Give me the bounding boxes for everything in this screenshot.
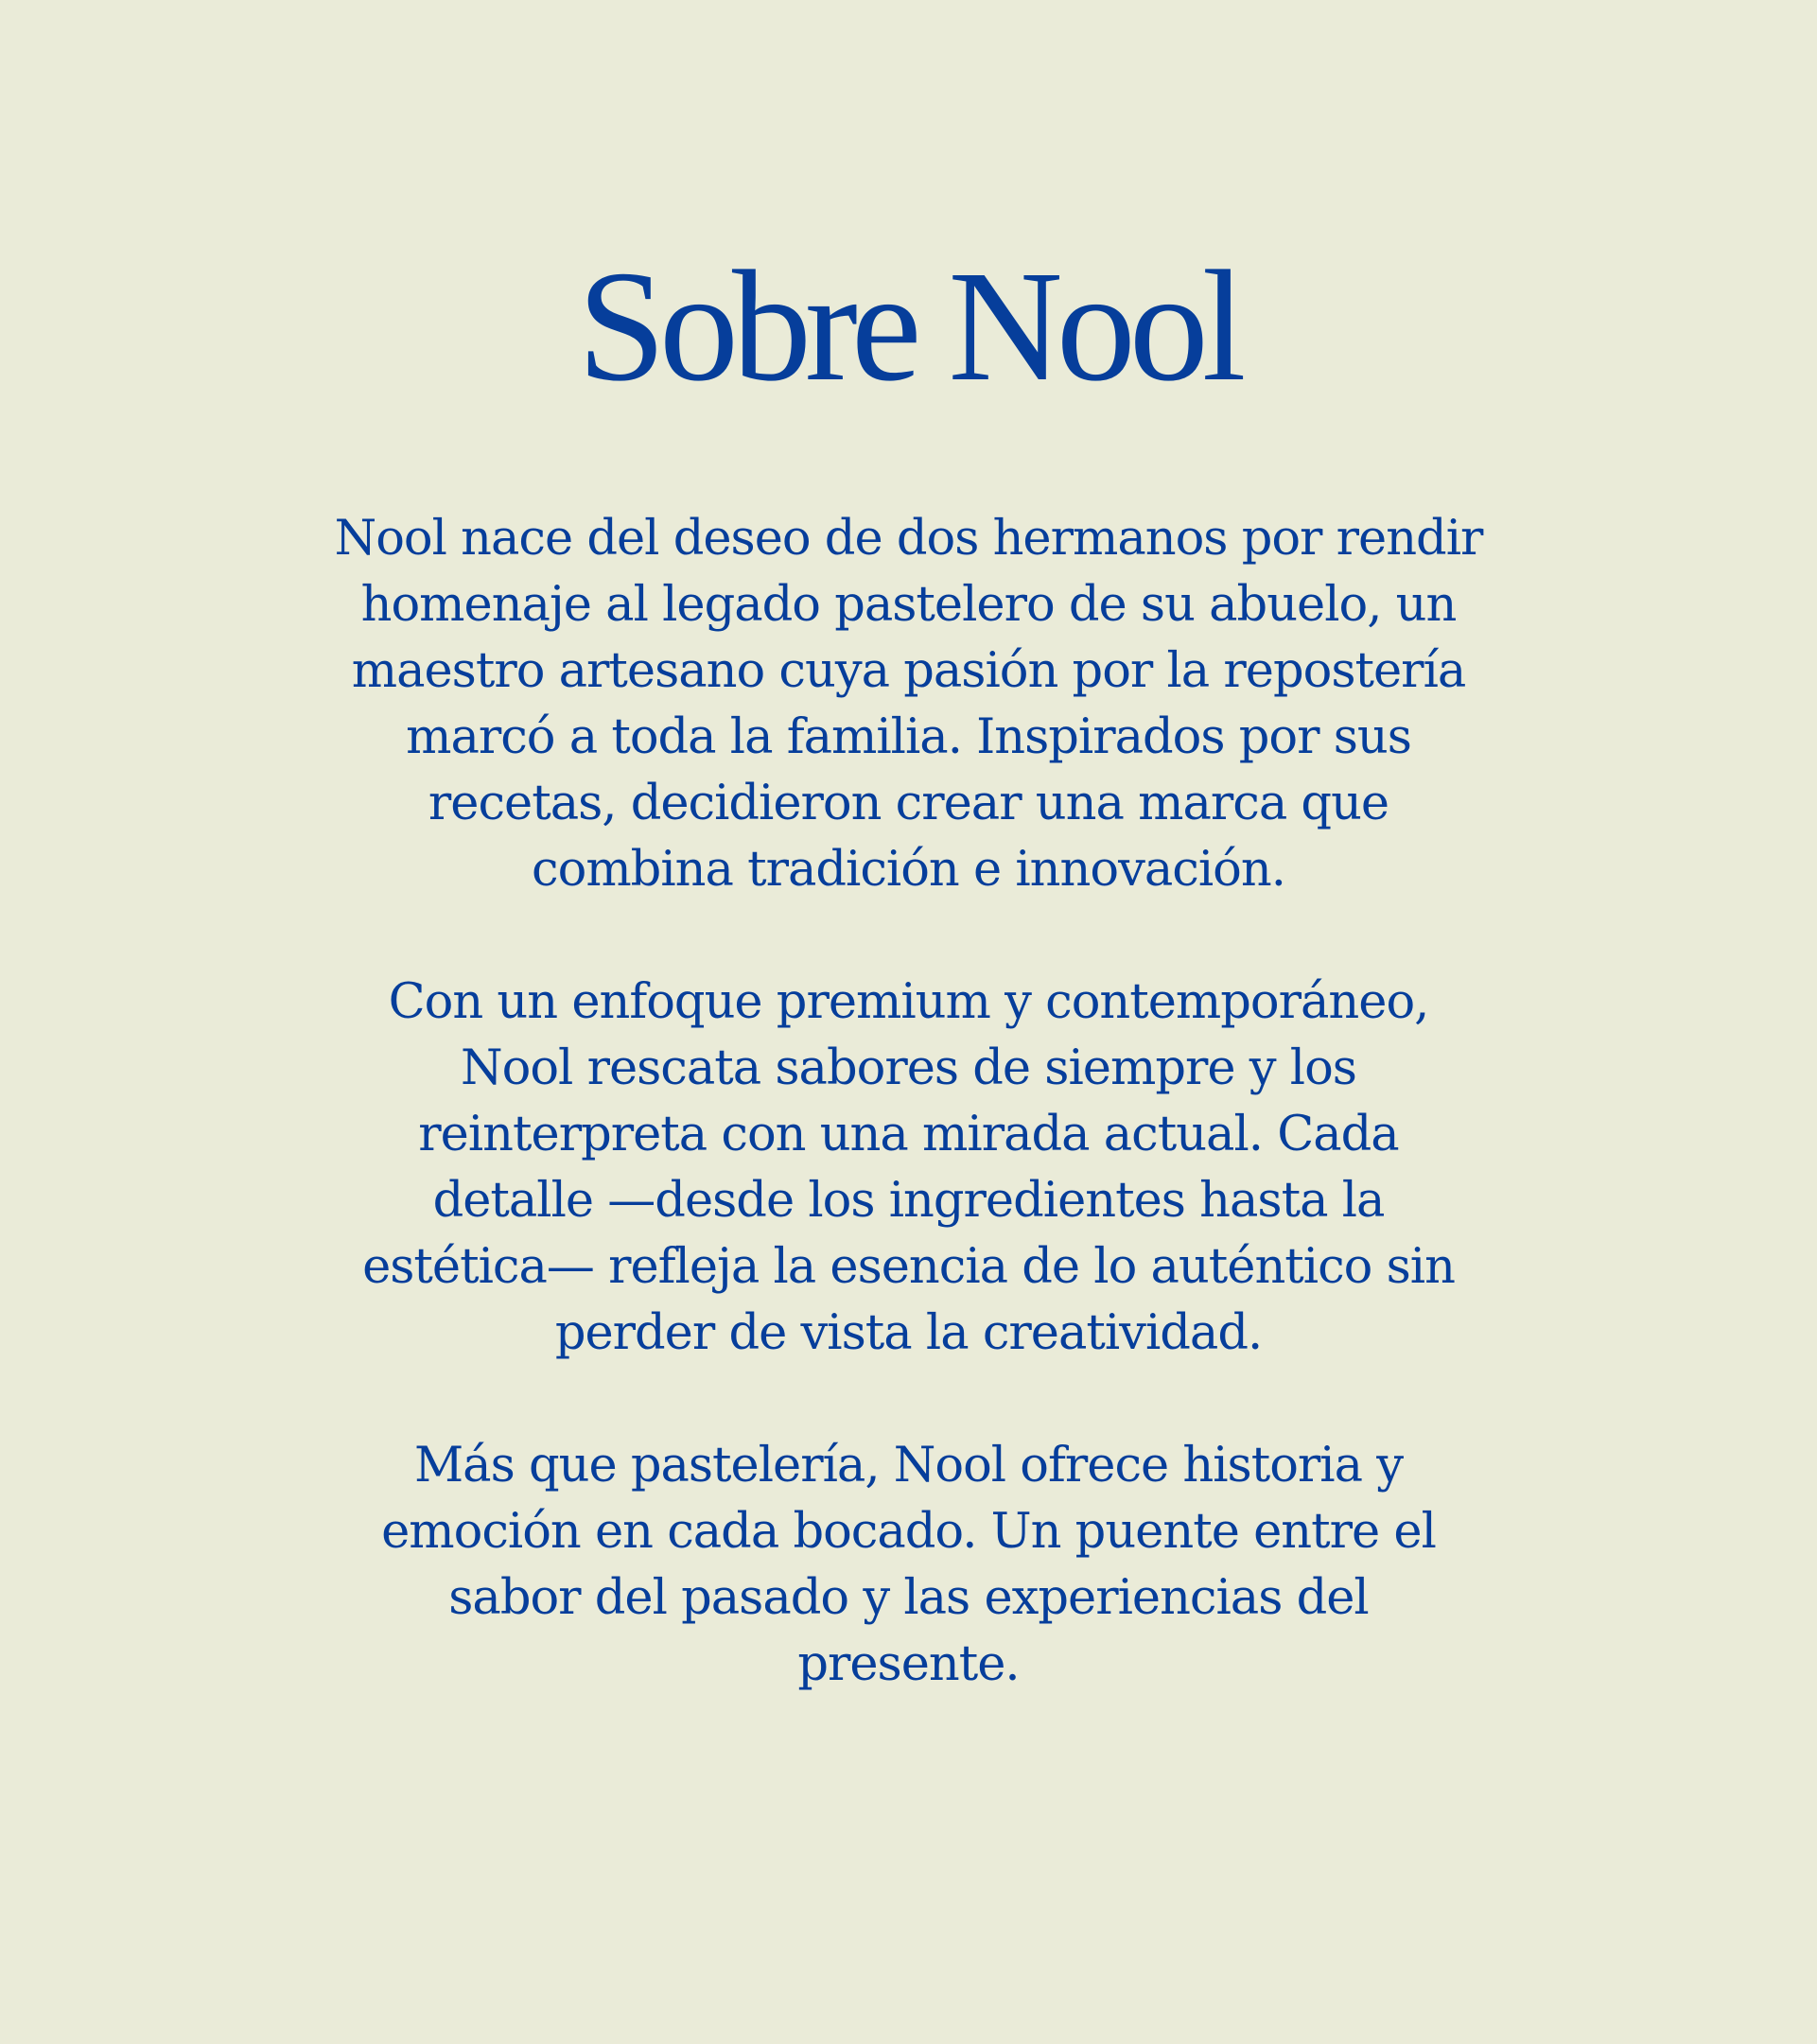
paragraph-approach: Con un enfoque premium y contemporáneo, Nool rescata sabores de siempre y los reinterpreta con una mirada actual. Cada detalle —desde los ingredientes hasta la estética— refleja la esencia de lo auténtico sin perder de vista la creatividad.	[362, 974, 1455, 1361]
about-text	[270, 506, 1547, 1698]
paragraph-closing: Más que pastelería, Nool ofrece historia y emoción en cada bocado. Un puente entre el sabor del pasado y las experiencias del presente.	[381, 1438, 1436, 1692]
page-title: Sobre Nool	[577, 238, 1240, 414]
paragraph-origin: Nool nace del deseo de dos hermanos por rendir homenaje al legado pastelero de su abuelo, un maestro artesano cuya pasión por la repostería marcó a toda la familia. Inspirados por sus recetas, decidieron crear una marca que combina tradición e innovación.	[334, 511, 1483, 898]
